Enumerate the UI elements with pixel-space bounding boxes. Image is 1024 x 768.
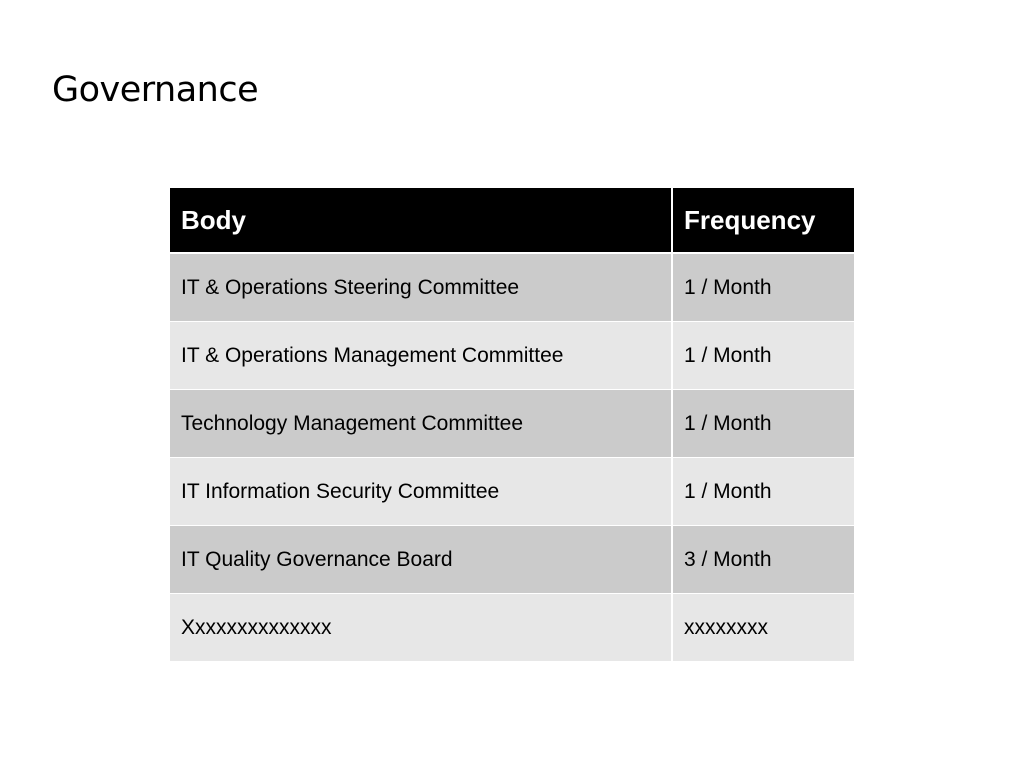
body-cell: Technology Management Committee (170, 390, 673, 458)
table-row (170, 594, 854, 662)
governance-table (170, 188, 854, 662)
frequency-cell: 1 / Month (673, 254, 854, 322)
table-row (170, 526, 854, 594)
body-cell: IT & Operations Management Committee (170, 322, 673, 390)
table-row (170, 254, 854, 322)
frequency-cell: xxxxxxxx (673, 594, 854, 662)
frequency-cell: 3 / Month (673, 526, 854, 594)
table-row (170, 322, 854, 390)
body-cell: IT Information Security Committee (170, 458, 673, 526)
frequency-cell: 1 / Month (673, 390, 854, 458)
body-cell: IT & Operations Steering Committee (170, 254, 673, 322)
table-row (170, 390, 854, 458)
body-cell: IT Quality Governance Board (170, 526, 673, 594)
column-header-frequency: Frequency (673, 188, 854, 254)
body-cell: Xxxxxxxxxxxxxx (170, 594, 673, 662)
slide-title: Governance (52, 70, 259, 110)
column-header-body: Body (170, 188, 673, 254)
table-header-row (170, 188, 854, 254)
frequency-cell: 1 / Month (673, 458, 854, 526)
table-row (170, 458, 854, 526)
frequency-cell: 1 / Month (673, 322, 854, 390)
